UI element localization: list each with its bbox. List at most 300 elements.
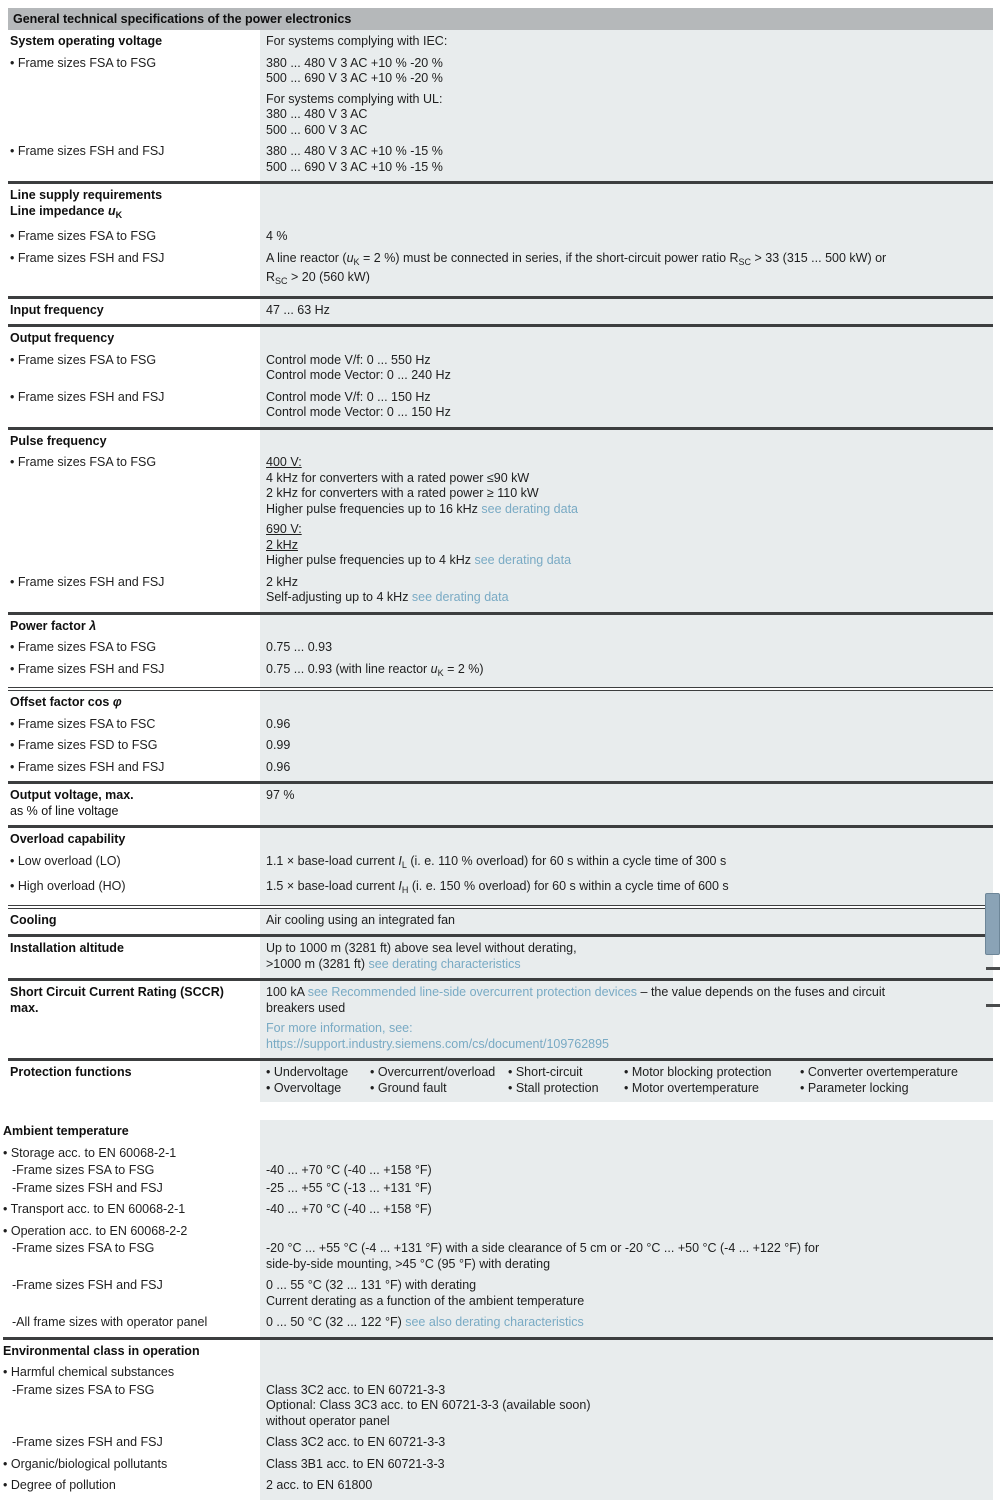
text-segment: Protection functions (10, 1065, 132, 1079)
text-line (10, 204, 260, 224)
section-power-factor (8, 612, 993, 688)
text-line (266, 1081, 370, 1097)
text-line (10, 251, 260, 267)
row-value (260, 1315, 993, 1331)
text-line (266, 590, 993, 606)
text-segment: • Frame sizes FSH and FSJ (10, 759, 165, 774)
text-segment: -Frame sizes FSH and FSJ (12, 1278, 163, 1292)
row-value (260, 760, 993, 776)
spec-row (8, 760, 993, 776)
row-header (3, 1344, 260, 1360)
link[interactable]: see Recommended line-side overcurrent protection devices (307, 985, 638, 999)
text-line (10, 832, 260, 848)
text-segment: • Ground fault (370, 1080, 447, 1095)
text-segment: • Overcurrent/overload (370, 1065, 496, 1079)
spec-row (8, 832, 993, 848)
text-segment: > 33 (315 ... 500 kW) or (751, 250, 887, 265)
text-segment: K (437, 667, 444, 678)
text-line (266, 1383, 993, 1399)
text-line (10, 229, 260, 245)
text-segment: Current derating as a function of the ambient temperature (266, 1293, 585, 1308)
text-segment: Self-adjusting up to 4 kHz (266, 590, 412, 604)
text-segment: SC (738, 256, 752, 267)
text-line (266, 1202, 993, 1218)
text-segment: -25 ... +55 °C (-13 ... +131 °F) (266, 1180, 432, 1195)
link[interactable]: see derating data (474, 553, 572, 567)
text-line (3, 1365, 260, 1381)
spec-row (3, 1344, 993, 1360)
text-segment: Up to 1000 m (3281 ft) above sea level without derating, (266, 941, 577, 955)
text-line (10, 303, 260, 319)
text-line (12, 1163, 260, 1179)
row-value (260, 34, 993, 50)
section-cooling (8, 905, 993, 935)
row-value (260, 941, 993, 972)
row-label (3, 1278, 260, 1309)
row-value (260, 1181, 993, 1197)
row-label (8, 717, 260, 733)
text-segment: Class 3C2 acc. to EN 60721-3-3 (266, 1435, 446, 1449)
text-segment: 0.99 (266, 738, 291, 752)
text-line (508, 1081, 624, 1097)
row-value (260, 1224, 993, 1240)
text-line (10, 1065, 260, 1081)
row-label (8, 760, 260, 776)
text-line (10, 331, 260, 347)
text-line (266, 1435, 993, 1451)
text-segment: Control mode Vector: 0 ... 150 Hz (266, 405, 451, 419)
text-segment: Class 3B1 acc. to EN 60721-3-3 (266, 1456, 445, 1471)
text-line (266, 34, 993, 50)
spec-table (3, 30, 993, 1492)
text-segment: 0 ... 55 °C (32 ... 131 °F) with derating (266, 1278, 477, 1292)
text-line (266, 1478, 993, 1494)
text-line (266, 1021, 993, 1037)
text-line (12, 1181, 260, 1197)
text-line (10, 854, 260, 870)
text-line (370, 1081, 508, 1097)
spec-row (3, 1457, 993, 1473)
protection-column (370, 1065, 508, 1096)
text-line (10, 941, 260, 957)
row-header (8, 331, 260, 347)
text-segment: = 2 %) (443, 661, 484, 676)
text-segment: • Operation acc. to EN 60068-2-2 (3, 1223, 188, 1238)
text-segment: 97 % (266, 788, 295, 802)
text-line (3, 1224, 260, 1240)
text-segment: • Frame sizes FSA to FSG (10, 352, 157, 367)
spec-row (3, 1241, 993, 1272)
spec-row (8, 640, 993, 656)
row-value (260, 985, 993, 1052)
text-segment: Higher pulse frequencies up to 4 kHz (266, 553, 475, 567)
text-line (266, 1398, 993, 1414)
text-line (266, 575, 993, 591)
text-segment: 500 ... 600 V 3 AC (266, 122, 368, 137)
text-line (624, 1081, 800, 1097)
spec-row (8, 879, 993, 899)
text-segment: Power factor (10, 618, 90, 633)
spec-row (3, 1163, 993, 1179)
text-segment: • Frame sizes FSA to FSG (10, 229, 157, 243)
text-segment: Control mode V/f: 0 ... 150 Hz (266, 389, 431, 404)
text-segment: A line reactor ( (266, 250, 347, 265)
row-label (3, 1365, 260, 1381)
text-segment: λ (89, 618, 97, 633)
row-label (8, 738, 260, 754)
row-value (260, 832, 993, 848)
text-line (266, 92, 993, 108)
link[interactable]: see derating data (481, 501, 579, 516)
text-line (266, 56, 993, 72)
link[interactable]: see derating data (411, 590, 509, 604)
section-input-frequency (8, 296, 993, 325)
text-line (12, 1383, 260, 1399)
text-line (266, 1257, 993, 1273)
text-segment: max. (10, 1000, 39, 1015)
text-line (10, 575, 260, 591)
text-segment: -Frame sizes FSA to FSG (12, 1241, 155, 1255)
row-value (260, 434, 993, 450)
spec-row (8, 695, 993, 711)
text-line (10, 390, 260, 406)
spec-row (8, 188, 993, 223)
spec-row (8, 575, 993, 606)
text-segment: >1000 m (3281 ft) (266, 956, 369, 971)
text-segment: System operating voltage (10, 34, 163, 48)
text-segment: For systems complying with UL: (266, 91, 443, 106)
text-line (12, 1278, 260, 1294)
text-segment: I (398, 879, 402, 893)
text-line (266, 879, 993, 899)
text-line (266, 913, 993, 929)
text-segment: -Frame sizes FSA to FSG (12, 1163, 155, 1177)
text-line (266, 405, 993, 421)
row-label (8, 144, 260, 175)
text-segment: Line supply requirements (10, 188, 163, 202)
text-segment: • Overvoltage (266, 1080, 342, 1095)
row-value (260, 455, 993, 569)
text-segment: K (115, 209, 123, 220)
text-segment: u (346, 250, 354, 265)
text-line (266, 353, 993, 369)
text-segment: -20 °C ... +55 °C (-4 ... +131 °F) with a side clearance of 5 cm or -20 °C ... +50 °C (-4 ... +122 °F) for (266, 1241, 820, 1255)
row-label (3, 1435, 260, 1451)
text-line (266, 471, 993, 487)
spec-row (8, 913, 993, 929)
row-label (3, 1241, 260, 1272)
text-segment: 0.96 (266, 716, 291, 731)
spec-row (8, 34, 993, 50)
section-ambient-temperature (3, 1120, 993, 1337)
spec-row (8, 229, 993, 245)
text-line (266, 1294, 993, 1310)
row-header (8, 188, 260, 223)
section-gap (8, 1102, 993, 1120)
text-line (266, 788, 993, 804)
text-line (624, 1065, 800, 1081)
text-segment: 4 kHz for converters with a rated power ≤90 kW (266, 470, 530, 485)
text-line (266, 303, 993, 319)
text-segment: 380 ... 480 V 3 AC +10 % -15 % (266, 144, 443, 158)
text-line (266, 1457, 993, 1473)
text-segment: 0.75 ... 0.93 (266, 640, 333, 654)
text-segment: • Low overload (LO) (10, 853, 121, 868)
text-line (266, 662, 993, 682)
text-segment: 2 kHz (266, 537, 298, 552)
scrollbar-thumb[interactable] (985, 893, 1000, 955)
section-sccr (8, 978, 993, 1058)
text-segment: (i. e. 150 % overload) for 60 s within a cycle time of 600 s (408, 879, 729, 893)
text-segment: • Storage acc. to EN 60068-2-1 (3, 1145, 177, 1160)
spec-row (8, 331, 993, 347)
text-segment: Output frequency (10, 331, 115, 345)
text-line (266, 123, 993, 139)
row-header (8, 34, 260, 50)
text-segment: • Converter overtemperature (800, 1065, 958, 1079)
text-line (10, 144, 260, 160)
text-segment: Pulse frequency (10, 433, 107, 448)
text-line (266, 1241, 993, 1257)
text-segment: • Motor overtemperature (624, 1080, 759, 1095)
spec-row (8, 738, 993, 754)
text-line (266, 160, 993, 176)
text-line (266, 1181, 993, 1197)
section-protection-functions (8, 1058, 993, 1102)
row-label (3, 1457, 260, 1473)
text-segment: φ (112, 695, 122, 709)
text-line (266, 640, 993, 656)
text-segment: • Frame sizes FSA to FSC (10, 716, 156, 731)
text-segment: Installation altitude (10, 941, 124, 955)
row-label (8, 575, 260, 606)
text-line (266, 71, 993, 87)
text-segment: 380 ... 480 V 3 AC (266, 107, 368, 121)
row-label (3, 1478, 260, 1494)
text-segment: u (430, 661, 438, 676)
text-line (10, 804, 260, 820)
row-label (3, 1163, 260, 1179)
row-value (260, 1383, 993, 1430)
text-segment: Line impedance (10, 203, 108, 218)
section-environmental-class (3, 1337, 993, 1500)
text-segment: Air cooling using an integrated fan (266, 912, 456, 927)
text-segment: 47 ... 63 Hz (266, 302, 330, 317)
text-segment: SC (275, 276, 288, 286)
row-value (260, 1163, 993, 1179)
text-segment: as % of line voltage (10, 803, 119, 818)
text-line (266, 738, 993, 754)
text-segment: u (107, 203, 116, 218)
row-value (260, 331, 993, 347)
row-header (8, 788, 260, 819)
text-line (266, 941, 993, 957)
text-line (266, 486, 993, 502)
text-segment: 0.96 (266, 759, 291, 774)
text-segment: 0 ... 50 °C (32 ... 122 °F) (266, 1315, 406, 1329)
text-segment: 400 V: (266, 455, 302, 469)
text-segment: R (266, 270, 276, 284)
text-line (266, 1037, 993, 1053)
spec-row (8, 251, 993, 290)
text-segment: For systems complying with IEC: (266, 34, 448, 48)
spec-row (3, 1365, 993, 1381)
text-line (266, 717, 993, 733)
text-segment: Cooling (10, 912, 57, 927)
text-line (266, 957, 993, 973)
text-line (266, 251, 993, 271)
row-value (260, 640, 993, 656)
table-title: General technical specifications of the power electronics (8, 8, 993, 30)
text-segment: Input frequency (10, 302, 104, 317)
text-segment: 500 ... 690 V 3 AC +10 % -15 % (266, 159, 443, 174)
protection-column (800, 1065, 993, 1096)
row-value (260, 229, 993, 245)
text-line (10, 879, 260, 895)
text-segment: 4 % (266, 229, 288, 243)
text-segment: Environmental class in operation (3, 1343, 200, 1358)
link[interactable]: see derating characteristics (368, 956, 521, 971)
row-value (260, 303, 993, 319)
spec-row (3, 1146, 993, 1162)
section-pulse-frequency (8, 427, 993, 612)
text-segment: 100 kA (266, 985, 308, 999)
text-line (10, 56, 260, 72)
row-value (260, 1457, 993, 1473)
text-segment: 2 kHz (266, 574, 298, 589)
row-value (260, 1478, 993, 1494)
row-label (3, 1224, 260, 1240)
spec-row (8, 56, 993, 139)
row-value (260, 1365, 993, 1381)
text-segment: L (401, 859, 407, 870)
row-header (8, 303, 260, 319)
spec-row (8, 985, 993, 1052)
text-segment: • Stall protection (508, 1080, 599, 1095)
row-value (260, 251, 993, 290)
section-offset-factor (8, 687, 993, 781)
row-value (260, 662, 993, 682)
spec-row (3, 1124, 993, 1140)
row-label (3, 1181, 260, 1197)
text-line (10, 353, 260, 369)
row-value (260, 879, 993, 899)
text-segment: • Frame sizes FSA to FSG (10, 640, 157, 654)
text-line (266, 270, 993, 290)
section-overload-capability (8, 825, 993, 905)
row-label (8, 662, 260, 682)
spec-row (8, 941, 993, 972)
row-header (8, 941, 260, 972)
text-line (12, 1315, 260, 1331)
spec-row (3, 1181, 993, 1197)
text-line (266, 1001, 993, 1017)
text-segment: 0.75 ... 0.93 (with line reactor (266, 661, 431, 676)
row-value (260, 1435, 993, 1451)
text-segment: breakers used (266, 1000, 346, 1015)
spec-row (8, 717, 993, 733)
text-line (266, 553, 993, 569)
text-line (10, 717, 260, 733)
text-segment: • Frame sizes FSH and FSJ (10, 574, 165, 589)
text-line (10, 662, 260, 678)
row-label (8, 854, 260, 874)
row-value (260, 1241, 993, 1272)
text-segment: • Undervoltage (266, 1065, 349, 1079)
spec-row (3, 1224, 993, 1240)
text-segment: Control mode V/f: 0 ... 550 Hz (266, 352, 431, 367)
row-header (8, 434, 260, 450)
row-value (260, 188, 993, 223)
text-segment: H (401, 885, 409, 895)
text-line (266, 538, 993, 554)
link[interactable]: https://support.industry.siemens.com/cs/document/109762895 (266, 1036, 610, 1051)
text-segment: • Frame sizes FSD to FSG (10, 738, 158, 752)
spec-row (8, 1065, 993, 1096)
text-line (10, 760, 260, 776)
text-line (266, 1065, 370, 1081)
section-output-frequency (8, 324, 993, 427)
spec-row (3, 1278, 993, 1309)
row-value (260, 1344, 993, 1360)
text-segment: • Organic/biological pollutants (3, 1456, 168, 1471)
section-line-supply-requirements (8, 181, 993, 296)
row-label (8, 251, 260, 290)
text-line (266, 854, 993, 874)
text-line (10, 913, 260, 929)
link[interactable]: see also derating characteristics (405, 1315, 584, 1329)
text-segment: Control mode Vector: 0 ... 240 Hz (266, 368, 451, 382)
text-line (266, 985, 993, 1001)
text-segment: -40 ... +70 °C (-40 ... +158 °F) (266, 1163, 432, 1177)
text-line (266, 760, 993, 776)
text-segment: 500 ... 690 V 3 AC +10 % -20 % (266, 71, 443, 85)
row-header (8, 913, 260, 929)
row-value (260, 1146, 993, 1162)
row-label (3, 1383, 260, 1430)
section-output-voltage-max (8, 781, 993, 825)
text-line (3, 1344, 260, 1360)
protection-column (266, 1065, 370, 1096)
row-header (8, 1065, 260, 1096)
text-segment: Ambient temperature (3, 1124, 129, 1138)
row-label (8, 390, 260, 421)
text-line (266, 522, 993, 538)
spec-row (8, 619, 993, 635)
text-segment: 690 V: (266, 522, 302, 536)
row-value (260, 717, 993, 733)
protection-column (508, 1065, 624, 1096)
text-line (266, 502, 993, 518)
text-segment: K (353, 256, 360, 267)
row-value (260, 1124, 993, 1140)
text-segment: (i. e. 110 % overload) for 60 s within a cycle time of 300 s (406, 853, 727, 868)
text-segment: • Frame sizes FSH and FSJ (10, 250, 165, 265)
text-segment: -Frame sizes FSH and FSJ (12, 1180, 163, 1195)
spec-row (8, 854, 993, 874)
text-segment: I (398, 853, 402, 868)
row-value (260, 788, 993, 819)
text-line (266, 1163, 993, 1179)
section-installation-altitude (8, 934, 993, 978)
text-line (266, 1278, 993, 1294)
protection-column (624, 1065, 800, 1096)
text-segment: Class 3C2 acc. to EN 60721-3-3 (266, 1382, 446, 1397)
spec-row (8, 434, 993, 450)
text-segment: 2 kHz for converters with a rated power ≥ 110 kW (266, 486, 539, 500)
row-value (260, 913, 993, 929)
text-line (12, 1241, 260, 1257)
